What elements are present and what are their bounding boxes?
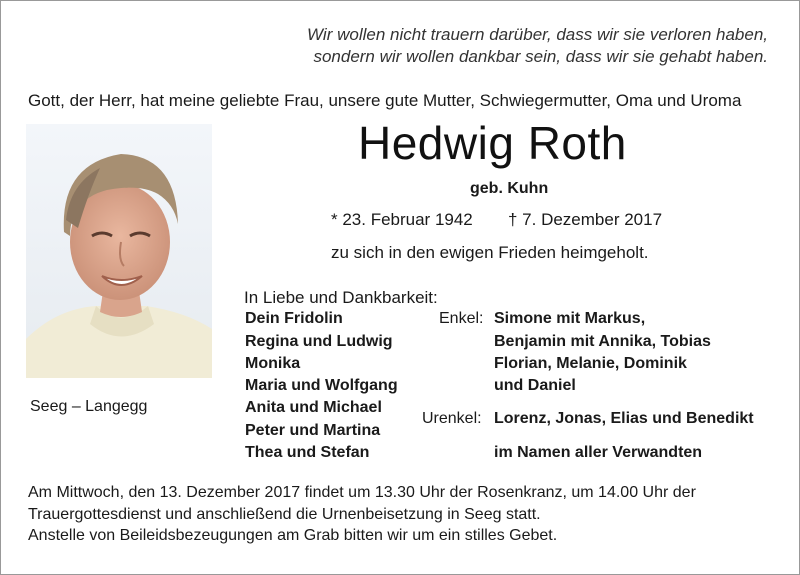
birth-date: * 23. Februar 1942 [331, 210, 473, 229]
enkel-line: Benjamin mit Annika, Tobias [494, 333, 711, 350]
intro-text: Gott, der Herr, hat meine geliebte Frau, unsere gute Mutter, Schwiegermutter, Oma und Uroma [28, 91, 742, 110]
portrait-photo [26, 124, 212, 378]
service-line-2: Trauergottesdienst und anschließend die Urnenbeisetzung in Seeg statt. [28, 506, 541, 523]
location-text: Seeg – Langegg [30, 398, 148, 415]
relatives-text: im Namen aller Verwandten [494, 444, 703, 461]
urenkel-label: Urenkel: [422, 410, 482, 427]
family-member: Thea und Stefan [245, 444, 370, 461]
phrase-text: zu sich in den ewigen Frieden heimgeholt. [331, 243, 649, 262]
birth-name: geb. Kuhn [470, 180, 549, 197]
family-member: Peter und Martina [245, 422, 381, 439]
deceased-name: Hedwig Roth [358, 117, 627, 169]
urenkel-names: Lorenz, Jonas, Elias und Benedikt [494, 410, 754, 427]
family-member: Monika [245, 355, 301, 372]
enkel-line: und Daniel [494, 377, 576, 394]
quote-line-1: Wir wollen nicht trauern darüber, dass wir sie verloren haben, [307, 25, 768, 44]
family-member: Maria und Wolfgang [245, 377, 398, 394]
enkel-line: Florian, Melanie, Dominik [494, 355, 687, 372]
family-member: Anita und Michael [245, 399, 382, 416]
service-line-3: Anstelle von Beileidsbezeugungen am Grab bitten wir um ein stilles Gebet. [28, 527, 558, 544]
service-line-1: Am Mittwoch, den 13. Dezember 2017 findet um 13.30 Uhr der Rosenkranz, um 14.00 Uhr der [28, 484, 696, 501]
enkel-label: Enkel: [439, 310, 484, 327]
death-date: † 7. Dezember 2017 [508, 210, 663, 229]
family-member: Regina und Ludwig [245, 333, 393, 350]
quote-line-2: sondern wir wollen dankbar sein, dass wir sie gehabt haben. [313, 47, 768, 66]
mourners-intro: In Liebe und Dankbarkeit: [244, 288, 438, 307]
enkel-line: Simone mit Markus, [494, 310, 646, 327]
family-member: Dein Fridolin [245, 310, 343, 327]
